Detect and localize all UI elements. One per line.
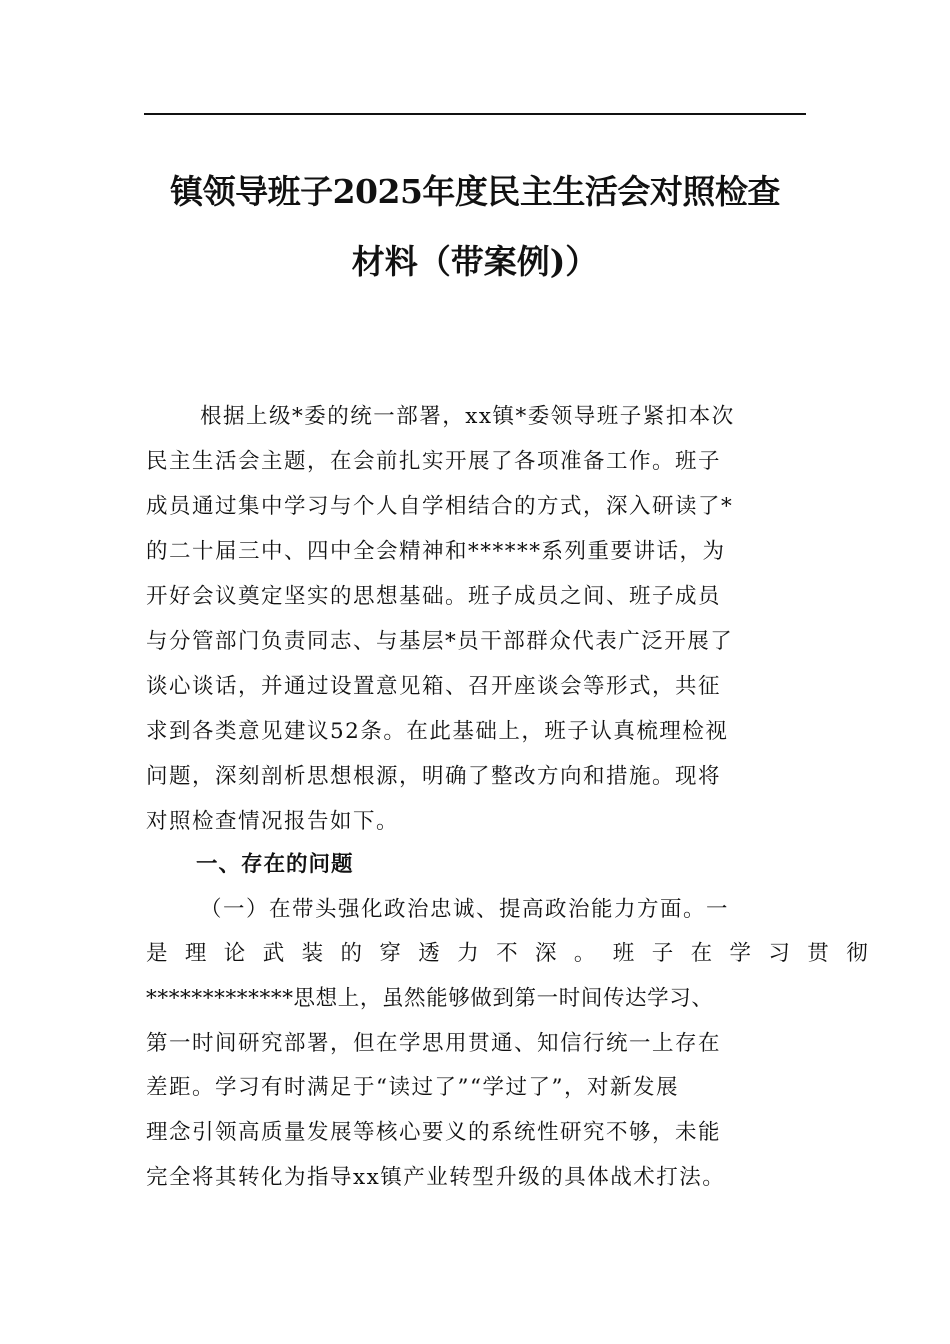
paragraph-line: 差距。学习有时满足于“读过了”“学过了”，对新发展	[146, 1075, 679, 1100]
paragraph-line: 问题，深刻剖析思想根源，明确了整改方向和措施。现将	[146, 764, 722, 789]
document-title-line-2: 材料（带案例)）	[351, 242, 599, 281]
paragraph-line: 第一时间研究部署，但在学思用贯通、知信行统一上存在	[146, 1031, 722, 1056]
paragraph-line: 根据上级*委的统一部署，xx镇*委领导班子紧扣本次	[200, 404, 735, 429]
paragraph-line: 完全将其转化为指导xx镇产业转型升级的具体战术打法。	[146, 1165, 726, 1190]
paragraph-line: 理念引领高质量发展等核心要义的系统性研究不够，未能	[146, 1120, 722, 1145]
document-title-line-1: 镇领导班子2025年度民主生活会对照检查	[170, 172, 780, 211]
paragraph-line: 开好会议奠定坚实的思想基础。班子成员之间、班子成员	[146, 584, 722, 609]
paragraph-line: 的二十届三中、四中全会精神和******系列重要讲话，为	[146, 539, 726, 564]
paragraph-line: 民主生活会主题，在会前扎实开展了各项准备工作。班子	[146, 449, 722, 474]
paragraph-line: 对照检查情况报告如下。	[146, 809, 400, 834]
paragraph-line: 谈心谈话，并通过设置意见箱、召开座谈会等形式，共征	[146, 674, 722, 699]
paragraph-line: （一）在带头强化政治忠诚、提高政治能力方面。一	[200, 897, 730, 922]
paragraph-line: 成员通过集中学习与个人自学相结合的方式，深入研读了*	[146, 494, 734, 519]
paragraph-line: 求到各类意见建议52条。在此基础上，班子认真梳理检视	[146, 719, 729, 744]
paragraph-line: 与分管部门负责同志、与基层*员干部群众代表广泛开展了	[146, 629, 734, 654]
paragraph-line: 是理论武装的穿透力不深。班子在学习贯彻	[146, 941, 886, 966]
paragraph-line: *************思想上，虽然能够做到第一时间传达学习、	[146, 986, 714, 1011]
section-heading: 一、存在的问题	[196, 852, 354, 877]
header-rule	[144, 113, 806, 115]
